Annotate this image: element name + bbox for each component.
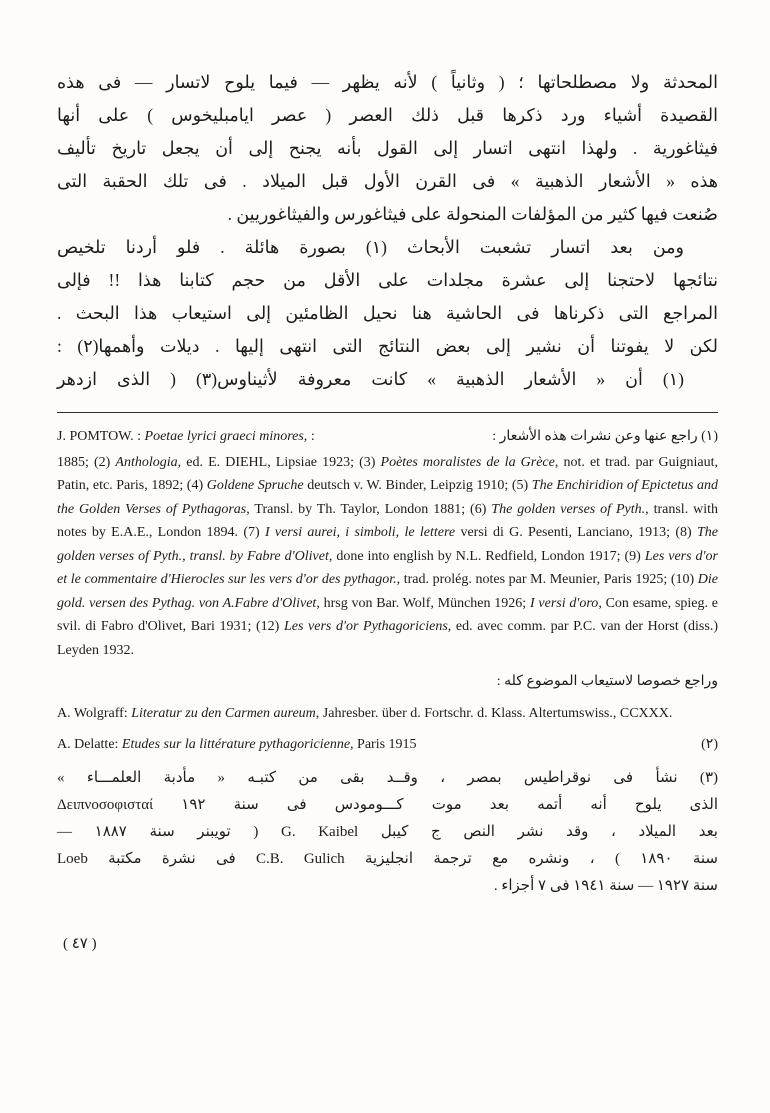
text-line: فيثاغورية . ولهذا انتهى اتسار إلى القول بأنه يجنح إلى أن يجعل تاريخ تأليف [57,138,718,158]
main-arabic-text [57,66,718,396]
text-line: بعد الميلاد ، وقد نشر النص ج كيبل G. Kaibel ( تويبنر سنة ١٨٨٧ — [57,823,718,840]
text-run: A. Wolgraff: [57,705,132,721]
footnote-section [57,425,718,900]
text-run: Poetae lyrici graeci minores, [144,429,308,444]
footnote-1-latin-head [57,425,315,449]
text-line: سنة ١٩٢٧ — سنة ١٩٤١ فى ٧ أجزاء . [493,877,718,894]
text-line: صُنعت فيها كثير من المؤلفات المنحولة على فيثاغورس والفيثاغوريين . [227,204,718,224]
footnote-1-bibliography [57,451,718,663]
text-run: Anthologia [115,454,178,470]
text-line: سنة ١٨٩٠ ) ، ونشره مع ترجمة انجليزية C.B. Gulich فى نشرة مكتبة Loeb [57,850,718,867]
text-run: Poètes moralistes de la Grèce [380,454,555,470]
footnote-2-row [57,733,718,757]
text-line: نتائجها لاحتجنا إلى عشرة مجلدات على الأقل من حجم كتابنا هذا !! فإلى [57,270,718,290]
text-run: Les vers d'or Pythagoriciens [283,619,448,634]
text-line: (٣) نشأ فى نوقراطيس بمصر ، وقــد بقى من كتبـه « مأدبة العلمـــاء » [57,769,718,786]
text-run: I versi aurei, i simboli, le lettere [264,525,456,540]
text-run: , Paris 1915 [350,737,417,752]
text-run: Die gold. versen des Pythag. von A.Fabre d'Olivet [57,572,718,611]
footnote-1-heading [57,425,718,449]
footnote-rule [57,412,718,413]
footnote-3-arabic [57,765,718,900]
text-run: The golden verses of Pyth. [491,501,646,517]
footnote-1-arabic-head: (١) راجع عنها وعن نشرات هذه الأشعار : [492,429,718,444]
footnote-wolgraff-reference [57,702,718,726]
footnote-delatte-reference [57,733,417,757]
text-run: : [307,429,315,444]
text-run: Literatur zu den Carmen aureum [131,705,316,721]
text-run: deutsch v. W. Binder, Leipzig 1910; (5) [303,478,532,493]
footnote-2-marker: (٢) [701,737,718,752]
text-run: , transl. with notes by E.A.E., London 1894. (7) [57,501,719,540]
text-run: The Enchiridion of Epictetus and the Golden Verses of Pythagoras [57,478,718,517]
text-run: The golden verses of Pyth., transl. by Fabre d'Olivet [57,525,718,564]
text-run: , Transl. by Th. Taylor, London 1881; (6) [246,501,492,517]
text-run: A. Delatte: [57,737,122,752]
text-line: القصيدة أشياء ورد ذكرها قبل ذلك العصر ( عصر ايامبليخوس ) على أنها [57,105,718,125]
text-line: (١) أن « الأشعار الذهبية » كانت معروفة لأثيناوس(٣) ( الذى ازدهر [57,369,684,389]
text-run: , Con esame, spieg. e svil. di Fabro d'Olivet, Bari 1931; (12) [57,595,718,634]
text-run: J. POMTOW. : [57,429,145,444]
text-run: I versi d'oro [529,595,599,611]
page-number: ( ٤٧ ) [63,935,97,952]
text-run: , ed. avec comm. par P.C. van der Horst (diss.) Leyden 1932. [57,619,718,658]
text-run: Etudes sur la littérature pythagoricienne [121,737,351,752]
footnote-see-also-arabic: وراجع خصوصا لاستيعاب الموضوع كله : [496,674,718,689]
text-line: المراجع التى ذكرناها فى الحاشية هنا نحيل الظامئين إلى استيعاب هذا البحث . [57,303,718,323]
text-run: , not. et trad. par Guigniaut, Patin, etc. Paris, 1892; (4) [57,454,718,493]
text-line: الذى يلوح أنه أتمه بعد موت كـــومودس فى سنة ١٩٢ Δειπνοσοφισταί [57,796,719,813]
text-line: المحدثة ولا مصطلحاتها ؛ ( وثانياً ) لأنه يظهر — فيما يلوح لاتسار — فى هذه [57,72,718,92]
text-run: , Jahresber. über d. Fortschr. d. Klass. Altertumswiss., CCXXX. [315,705,673,721]
text-line: لكن لا يفوتنا أن نشير إلى بعض النتائج التى انتهى إليها . ديلات وأهمها(٢) : [57,336,718,356]
text-run: 1885; (2) [57,454,116,470]
text-run: Goldene Spruche [206,478,304,493]
text-run: , ed. E. DIEHL, Lipsiae 1923; (3) [177,454,381,470]
text-run: versi di G. Pesenti, Lanciano, 1913; (8) [455,525,697,540]
text-run: Les vers d'or et le commentaire d'Hierocles sur les vers d'or des pythagor. [57,548,719,587]
text-line: ومن بعد اتسار تشعبت الأبحاث (١) بصورة هائلة . فلو أردنا تلخيص [57,237,684,257]
text-line: هذه « الأشعار الذهبية » فى القرن الأول قبل الميلاد . فى تلك الحقبة التى [57,171,718,191]
text-run: , trad. prolég. notes par M. Meunier, Paris 1925; (10) [396,572,698,587]
text-run: , hrsg von Bar. Wolf, München 1926; [316,595,530,611]
text-run: , done into english by N.L. Redfield, London 1917; (9) [328,548,645,564]
